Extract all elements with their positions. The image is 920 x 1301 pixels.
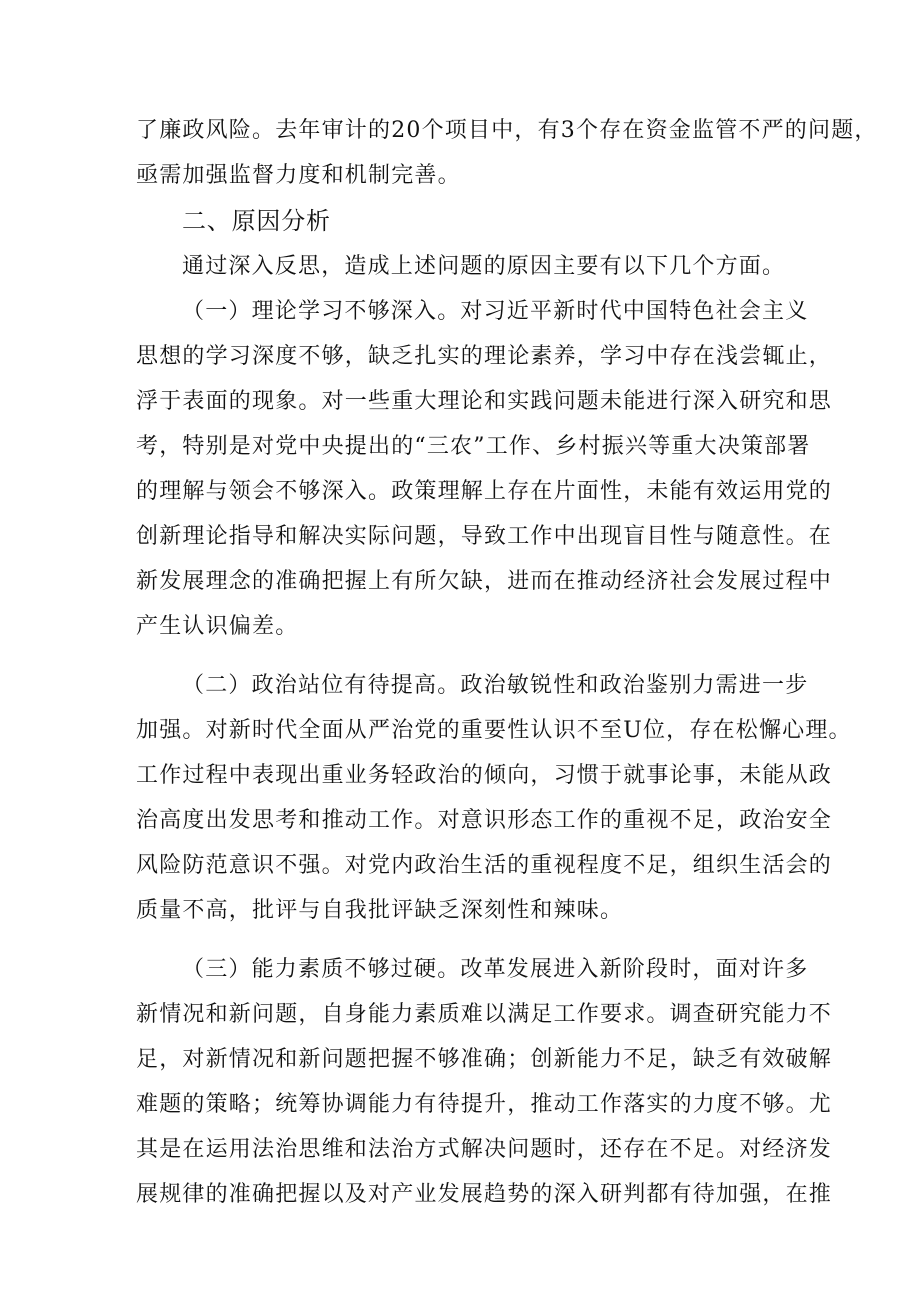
text-line: 亟需加强监督力度和机制完善。 — [136, 163, 461, 188]
paragraph-3-line: 新情况和新问题，自身能力素质难以满足工作要求。调查研究能力不 — [136, 1002, 833, 1027]
paragraph-2-line: 加强。对新时代全面从严治党的重要性认识不至U位，存在松懈心理。 — [136, 718, 852, 743]
text-line: 通过深入反思，造成上述问题的原因主要有以下几个方面。 — [182, 254, 786, 279]
paragraph-1-line: 考，特别是对党中央提出的“三农”工作、乡村振兴等重大决策部署 — [136, 434, 811, 459]
paragraph-2-line: 治高度出发思考和推动工作。对意识形态工作的重视不足，政治安全 — [136, 808, 833, 833]
document-body — [136, 108, 878, 1217]
paragraph-gap — [136, 933, 796, 947]
paragraph-3-line: 其是在运用法治思维和法治方式解决问题时，还存在不足。对经济发 — [136, 1137, 833, 1162]
paragraph-2-line: （二）政治站位有待提高。政治敏锐性和政治鉴别力需进一步 — [182, 673, 809, 698]
paragraph-2-line: 工作过程中表现出重业务轻政治的倾向，习惯于就事论事，未能从政 — [136, 763, 833, 788]
text-line: 了廉政风险。去年审计的20个项目中，有3个存在资金监管不严的问题， — [136, 118, 878, 143]
paragraph-1-line: 思想的学习深度不够，缺乏扎实的理论素养，学习中存在浅尝辄止， — [136, 344, 833, 369]
paragraph-2-line: 质量不高，批评与自我批评缺乏深刻性和辣味。 — [136, 898, 624, 923]
paragraph-gap — [136, 649, 796, 663]
paragraph-3-line: （三）能力素质不够过硬。改革发展进入新阶段时，面对许多 — [182, 957, 809, 982]
section-heading: 二、原因分析 — [182, 207, 331, 235]
paragraph-3-line: 难题的策略；统筹协调能力有待提升，推动工作落实的力度不够。尤 — [136, 1092, 833, 1117]
paragraph-2-line: 风险防范意识不强。对党内政治生活的重视程度不足，组织生活会的 — [136, 853, 833, 878]
paragraph-3-line: 足，对新情况和新问题把握不够准确；创新能力不足，缺乏有效破解 — [136, 1047, 833, 1072]
paragraph-1-line: 新发展理念的准确把握上有所欠缺，进而在推动经济社会发展过程中 — [136, 569, 833, 594]
paragraph-1-line: 创新理论指导和解决实际问题，导致工作中出现盲目性与随意性。在 — [136, 524, 833, 549]
paragraph-1-line: 浮于表面的现象。对一些重大理论和实践问题未能进行深入研究和思 — [136, 389, 833, 414]
paragraph-3-line: 展规律的准确把握以及对产业发展趋势的深入研判都有待加强，在推 — [136, 1182, 833, 1207]
paragraph-1-line: （一）理论学习不够深入。对习近平新时代中国特色社会主义 — [182, 299, 809, 324]
paragraph-1-line: 的理解与领会不够深入。政策理解上存在片面性，未能有效运用党的 — [136, 479, 833, 504]
paragraph-1-line: 产生认识偏差。 — [136, 614, 299, 639]
